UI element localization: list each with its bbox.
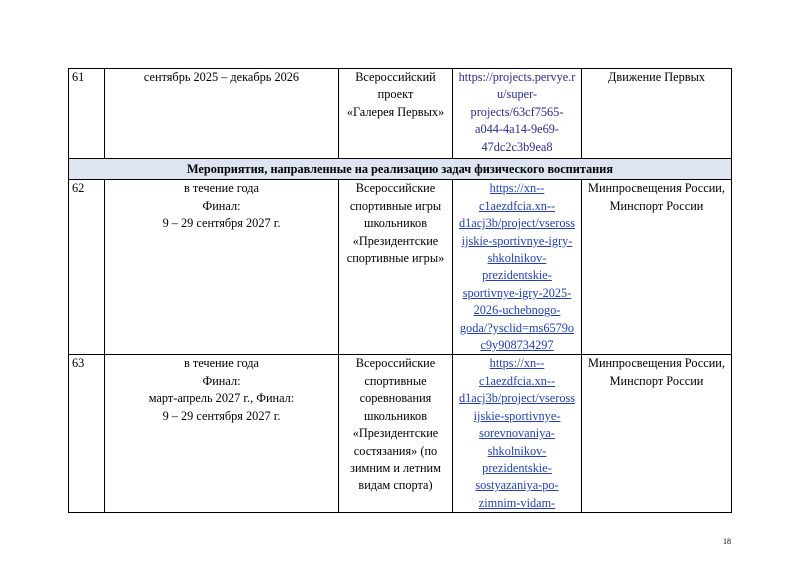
organizer-cell [582, 355, 732, 513]
dates-line: в течение года [184, 356, 259, 371]
dates-line: сентябрь 2025 – декабрь 2026 [143, 70, 300, 84]
link-line[interactable]: c9y908734297 [480, 338, 554, 353]
event-line: проект [377, 87, 414, 102]
event-line: «Президентские [352, 426, 439, 441]
event-line: Всероссийские [355, 356, 436, 371]
link-line[interactable]: zimnim-vidam- [478, 495, 556, 510]
link-line[interactable]: https://projects.pervye.r [458, 70, 576, 84]
organizer-line: Минпросвещения России, [588, 356, 725, 371]
row-number: 63 [69, 355, 105, 513]
organizer-line: Минспорт России [609, 373, 704, 388]
organizer-cell [582, 69, 732, 159]
link-line[interactable]: https://xn-- [489, 356, 545, 371]
table-row [69, 180, 732, 355]
event-line: спортивные игры» [346, 251, 445, 266]
table-row [69, 69, 732, 159]
event-line: состязания» (по [353, 443, 438, 458]
section-title: Мероприятия, направленные на реализацию задач физического воспитания [69, 159, 732, 180]
link-line[interactable]: shkolnikov- [487, 251, 547, 266]
organizer-line: Движение Первых [608, 70, 705, 84]
event-line: Всероссийский [355, 70, 436, 84]
event-line: школьников [363, 408, 427, 423]
event-cell [339, 180, 453, 355]
event-cell [339, 355, 453, 513]
dates-line: 9 – 29 сентября 2027 г. [162, 408, 281, 423]
link-cell [453, 69, 582, 159]
link-line[interactable]: sorevnovaniya- [479, 426, 555, 441]
page-number: 18 [723, 537, 731, 546]
event-line: спортивные игры [349, 198, 442, 213]
link-line[interactable]: c1aezdfcia.xn-- [478, 373, 556, 388]
link-line[interactable]: ijskie-sportivnye-igry- [461, 233, 573, 248]
event-line: Всероссийские [355, 181, 436, 196]
link-line[interactable]: c1aezdfcia.xn-- [478, 198, 556, 213]
event-line: зимним и летним [350, 460, 441, 475]
event-line: спортивные [364, 373, 427, 388]
row-number: 61 [69, 69, 105, 159]
event-line: «Президентские [352, 233, 439, 248]
link-line[interactable]: shkolnikov- [487, 443, 547, 458]
event-line: школьников [363, 216, 427, 231]
link-line[interactable]: 2026-uchebnogo- [473, 303, 561, 318]
event-line: соревнования [359, 391, 432, 406]
section-heading-row [69, 159, 732, 180]
link-line[interactable]: goda/?ysclid=ms6579o [459, 320, 575, 335]
event-line: видам спорта) [358, 478, 433, 493]
organizer-cell [582, 180, 732, 355]
project-link[interactable] [456, 180, 578, 354]
link-line[interactable]: prezidentskie- [482, 460, 552, 475]
dates-cell [105, 355, 339, 513]
link-line[interactable]: a044-4a14-9e69- [475, 122, 559, 137]
link-line[interactable]: sostyazaniya-po- [475, 478, 559, 493]
link-cell [453, 355, 582, 513]
organizer-line: Минспорт России [609, 198, 704, 213]
dates-line: 9 – 29 сентября 2027 г. [162, 216, 281, 231]
project-link[interactable] [456, 355, 578, 512]
event-cell [339, 69, 453, 159]
link-line[interactable]: projects/63cf7565- [470, 104, 564, 119]
link-line[interactable]: 47dc2c3b9ea8 [481, 139, 553, 154]
project-link[interactable] [456, 69, 578, 156]
event-line: «Галерея Первых» [346, 104, 445, 119]
organizer-line: Минпросвещения России, [588, 181, 725, 196]
dates-line: март-апрель 2027 г., Финал: [148, 391, 295, 406]
table-row [69, 355, 732, 513]
link-line[interactable]: d1acj3b/project/vseross [458, 391, 576, 406]
link-line[interactable]: ijskie-sportivnye- [473, 408, 561, 423]
dates-cell [105, 69, 339, 159]
link-cell [453, 180, 582, 355]
link-line[interactable]: prezidentskie- [482, 268, 552, 283]
link-line[interactable]: https://xn-- [489, 181, 545, 196]
dates-line: Финал: [202, 198, 241, 213]
dates-cell [105, 180, 339, 355]
events-table [68, 68, 732, 513]
dates-line: Финал: [202, 373, 241, 388]
dates-line: в течение года [184, 181, 259, 196]
link-line[interactable]: d1acj3b/project/vseross [458, 216, 576, 231]
link-line[interactable]: u/super- [496, 87, 538, 102]
link-line[interactable]: sportivnye-igry-2025- [462, 285, 572, 300]
row-number: 62 [69, 180, 105, 355]
